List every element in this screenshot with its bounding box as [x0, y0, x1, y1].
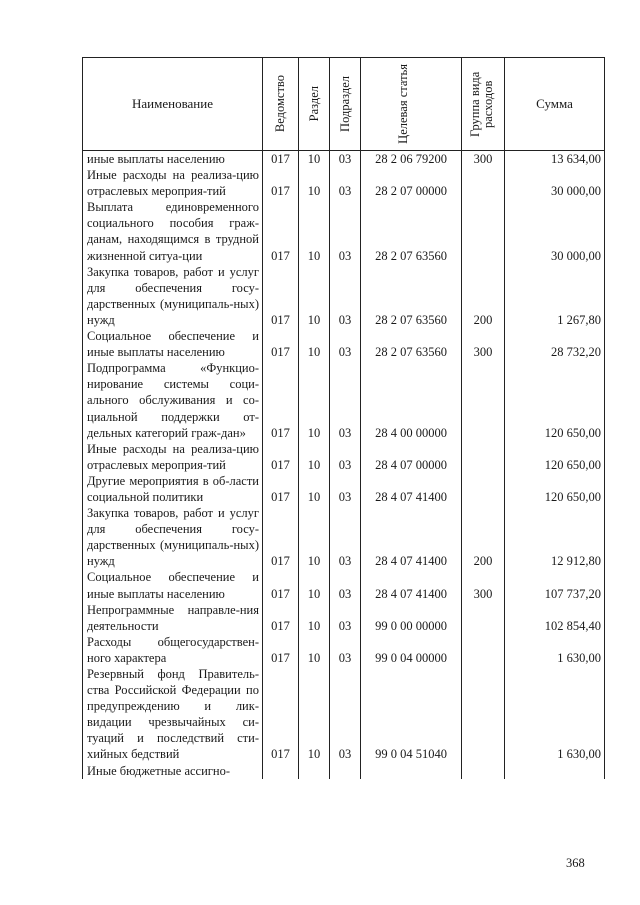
header-target: Целевая статья — [361, 58, 462, 151]
table-row — [83, 473, 605, 505]
cell-vedomstvo: 017 — [263, 634, 299, 666]
cell-name: иные выплаты населению — [83, 151, 263, 168]
header-sum: Сумма — [505, 58, 605, 151]
table-header — [83, 58, 605, 151]
table-row — [83, 199, 605, 263]
cell-sum: 30 000,00 — [505, 167, 605, 199]
cell-group — [462, 666, 505, 763]
cell-name: Выплата единовременного социального пособия граж-данам, находящимся в трудной жизненной ситуа-ции — [83, 199, 263, 263]
cell-podrazdel: 03 — [330, 328, 361, 360]
table-body — [83, 151, 605, 779]
cell-name: Иные расходы на реализа-цию отраслевых мероприя-тий — [83, 167, 263, 199]
table-row — [83, 602, 605, 634]
cell-target — [361, 763, 462, 779]
cell-razdel: 10 — [299, 569, 330, 601]
cell-group — [462, 441, 505, 473]
page-number: 368 — [566, 856, 585, 870]
cell-podrazdel: 03 — [330, 167, 361, 199]
cell-group: 300 — [462, 569, 505, 601]
cell-sum: 120 650,00 — [505, 473, 605, 505]
cell-razdel: 10 — [299, 666, 330, 763]
cell-target: 28 2 06 79200 — [361, 151, 462, 168]
cell-sum: 1 267,80 — [505, 264, 605, 328]
cell-target: 28 4 07 41400 — [361, 473, 462, 505]
table-row — [83, 634, 605, 666]
cell-vedomstvo: 017 — [263, 602, 299, 634]
cell-group — [462, 473, 505, 505]
cell-podrazdel: 03 — [330, 505, 361, 569]
cell-sum: 28 732,20 — [505, 328, 605, 360]
cell-podrazdel: 03 — [330, 569, 361, 601]
header-razdel: Раздел — [299, 58, 330, 151]
cell-vedomstvo: 017 — [263, 264, 299, 328]
table-row — [83, 505, 605, 569]
cell-vedomstvo: 017 — [263, 151, 299, 168]
cell-vedomstvo: 017 — [263, 441, 299, 473]
cell-name: Социальное обеспечение и иные выплаты населению — [83, 328, 263, 360]
cell-vedomstvo: 017 — [263, 328, 299, 360]
cell-razdel: 10 — [299, 602, 330, 634]
cell-target: 28 2 07 63560 — [361, 328, 462, 360]
cell-sum: 120 650,00 — [505, 360, 605, 440]
table-row — [83, 441, 605, 473]
cell-target: 28 2 07 63560 — [361, 264, 462, 328]
table-row-continuation — [83, 763, 605, 779]
cell-razdel: 10 — [299, 441, 330, 473]
cell-sum: 1 630,00 — [505, 666, 605, 763]
cell-podrazdel: 03 — [330, 666, 361, 763]
cell-podrazdel: 03 — [330, 151, 361, 168]
cell-name: Другие мероприятия в об-ласти социальной политики — [83, 473, 263, 505]
header-podrazdel: Подраздел — [330, 58, 361, 151]
cell-razdel: 10 — [299, 634, 330, 666]
cell-target: 28 4 07 00000 — [361, 441, 462, 473]
header-name: Наименование — [83, 58, 263, 151]
cell-target: 28 2 07 63560 — [361, 199, 462, 263]
cell-sum: 1 630,00 — [505, 634, 605, 666]
cell-target: 99 0 04 00000 — [361, 634, 462, 666]
cell-razdel: 10 — [299, 167, 330, 199]
table-row — [83, 569, 605, 601]
cell-vedomstvo: 017 — [263, 666, 299, 763]
cell-group — [462, 602, 505, 634]
cell-name: Закупка товаров, работ и услуг для обеспечения госу-дарственных (муниципаль-ных) нужд — [83, 264, 263, 328]
cell-razdel: 10 — [299, 360, 330, 440]
cell-sum: 12 912,80 — [505, 505, 605, 569]
cell-podrazdel: 03 — [330, 441, 361, 473]
cell-razdel: 10 — [299, 328, 330, 360]
cell-name: Иные расходы на реализа-цию отраслевых мероприя-тий — [83, 441, 263, 473]
cell-sum: 30 000,00 — [505, 199, 605, 263]
cell-podrazdel: 03 — [330, 602, 361, 634]
cell-name: Непрограммные направле-ния деятельности — [83, 602, 263, 634]
cell-group — [462, 360, 505, 440]
cell-sum — [505, 763, 605, 779]
cell-sum: 13 634,00 — [505, 151, 605, 168]
cell-vedomstvo: 017 — [263, 473, 299, 505]
cell-target: 99 0 04 51040 — [361, 666, 462, 763]
header-group: Группа вида расходов — [462, 58, 505, 151]
table-row — [83, 151, 605, 168]
cell-group — [462, 167, 505, 199]
table-row — [83, 666, 605, 763]
cell-name: Расходы общегосударствен-ного характера — [83, 634, 263, 666]
cell-group — [462, 634, 505, 666]
budget-table — [82, 57, 605, 779]
cell-name: Подпрограмма «Функцио-нирование системы соци-ального обслуживания и со-циальной поддержки от-дельных категорий граж-дан» — [83, 360, 263, 440]
cell-podrazdel: 03 — [330, 264, 361, 328]
cell-sum: 102 854,40 — [505, 602, 605, 634]
cell-target: 28 4 00 00000 — [361, 360, 462, 440]
header-vedomstvo: Ведомство — [263, 58, 299, 151]
cell-group — [462, 763, 505, 779]
cell-razdel — [299, 763, 330, 779]
cell-vedomstvo: 017 — [263, 199, 299, 263]
cell-vedomstvo — [263, 763, 299, 779]
cell-vedomstvo: 017 — [263, 360, 299, 440]
cell-vedomstvo: 017 — [263, 167, 299, 199]
cell-target: 99 0 00 00000 — [361, 602, 462, 634]
table-row — [83, 328, 605, 360]
cell-razdel: 10 — [299, 264, 330, 328]
cell-podrazdel: 03 — [330, 634, 361, 666]
cell-target: 28 4 07 41400 — [361, 505, 462, 569]
cell-vedomstvo: 017 — [263, 505, 299, 569]
cell-group — [462, 199, 505, 263]
cell-vedomstvo: 017 — [263, 569, 299, 601]
table-row — [83, 360, 605, 440]
cell-name: Иные бюджетные ассигно- — [83, 763, 263, 779]
cell-target: 28 2 07 00000 — [361, 167, 462, 199]
table-row — [83, 264, 605, 328]
cell-group: 200 — [462, 505, 505, 569]
cell-podrazdel: 03 — [330, 360, 361, 440]
cell-group: 200 — [462, 264, 505, 328]
cell-group: 300 — [462, 328, 505, 360]
table-row — [83, 167, 605, 199]
cell-razdel: 10 — [299, 473, 330, 505]
cell-target: 28 4 07 41400 — [361, 569, 462, 601]
cell-sum: 120 650,00 — [505, 441, 605, 473]
cell-group: 300 — [462, 151, 505, 168]
cell-razdel: 10 — [299, 151, 330, 168]
cell-razdel: 10 — [299, 199, 330, 263]
cell-podrazdel: 03 — [330, 473, 361, 505]
cell-podrazdel — [330, 763, 361, 779]
cell-sum: 107 737,20 — [505, 569, 605, 601]
cell-razdel: 10 — [299, 505, 330, 569]
cell-name: Резервный фонд Правитель-ства Российской Федерации по предупреждению и лик-видации чрезвычайных си-туаций и последствий сти-хийных бедствий — [83, 666, 263, 763]
cell-name: Социальное обеспечение и иные выплаты населению — [83, 569, 263, 601]
cell-name: Закупка товаров, работ и услуг для обеспечения госу-дарственных (муниципаль-ных) нужд — [83, 505, 263, 569]
cell-podrazdel: 03 — [330, 199, 361, 263]
